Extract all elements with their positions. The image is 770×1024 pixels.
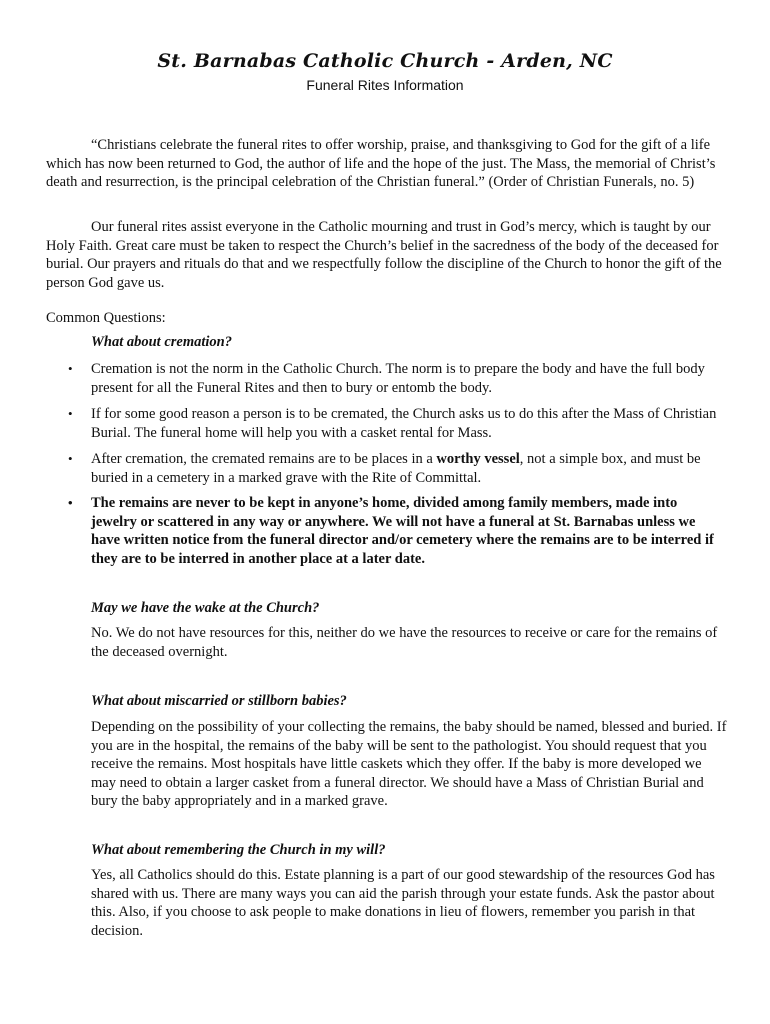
bullet-text: Cremation is not the norm in the Catholic Church. The norm is to prepare the body and have the full body present for all the Funeral Rites and then to bury or entomb the body. [91, 361, 705, 396]
answer-wake: No. We do not have resources for this, neither do we have the resources to receive or care for the remains of the deceased overnight. [91, 625, 718, 660]
bullet-item [68, 494, 721, 568]
page-title: St. Barnabas Catholic Church - Arden, NC [157, 50, 613, 72]
bullet-text: If for some good reason a person is to be cremated, the Church asks us to do this after the Mass of Christian Burial. The funeral home will help you with a casket rental for Mass. [91, 406, 717, 441]
question-cremation: What about cremation? [91, 334, 232, 350]
answer-babies: Depending on the possibility of your collecting the remains, the baby should be named, blessed and buried. If you are in the hospital, the remains of the baby will be sent to the pathologist. You should request that you receive the remains. Most hospitals have little caskets which they offer. If the baby is more developed we may need to obtain a larger casket from a funeral director. We should have a Mass of Christian Burial and bury the baby appropriately and in a marked grave. [91, 719, 727, 809]
question-wake: May we have the wake at the Church? [91, 600, 320, 616]
bullet-icon: • [68, 361, 73, 376]
intro-paragraph: Our funeral rites assist everyone in the Catholic mourning and trust in God’s mercy, which is taught by our Holy Faith. Great care must be taken to respect the Church’s belief in the sacredness of the body of the deceased for burial. Our prayers and rituals do that and we respectfully follow the discipline of the Church to honor the gift of the person God gave us. [46, 219, 722, 291]
bullet-text-after: , not a simple box, and must be buried in a cemetery in a marked grave with the Rite of Committal. [91, 451, 701, 486]
bullet-item [68, 360, 721, 397]
intro-quote-paragraph: “Christians celebrate the funeral rites to offer worship, praise, and thanksgiving to God for the gift of a life which has now been returned to God, the author of life and the hope of the just. The Mass, the memorial of Christ’s death and resurrection, is the principal celebration of the Christian funeral.” (Order of Christian Funerals, no. 5) [46, 137, 716, 190]
bullet-text: The remains are never to be kept in anyone’s home, divided among family members, made into jewelry or scattered in any way or anywhere. We will not have a funeral at St. Barnabas unless we have written notice from the funeral director and/or cemetery where the remains are to be interred if they are to be interred in another place at a later date. [91, 495, 714, 567]
bullet-item [68, 450, 721, 487]
question-will: What about remembering the Church in my will? [91, 842, 386, 858]
bullet-icon: • [68, 406, 73, 421]
answer-will: Yes, all Catholics should do this. Estate planning is a part of our good stewardship of the resources God has shared with us. There are many ways you can aid the parish through your estate funds. Ask the pastor about this. Also, if you choose to ask people to make donations in lieu of flowers, remember you parish in that decision. [91, 867, 715, 939]
page-subtitle: Funeral Rites Information [306, 77, 464, 93]
bullet-item [68, 405, 721, 442]
question-babies: What about miscarried or stillborn babies? [91, 693, 347, 709]
bullet-emphasis: worthy vessel [436, 451, 520, 467]
common-questions-heading: Common Questions: [46, 310, 166, 326]
bullet-text-before: After cremation, the cremated remains are to be places in a [91, 451, 437, 467]
bullet-icon: • [68, 495, 73, 510]
bullet-icon: • [68, 451, 73, 466]
